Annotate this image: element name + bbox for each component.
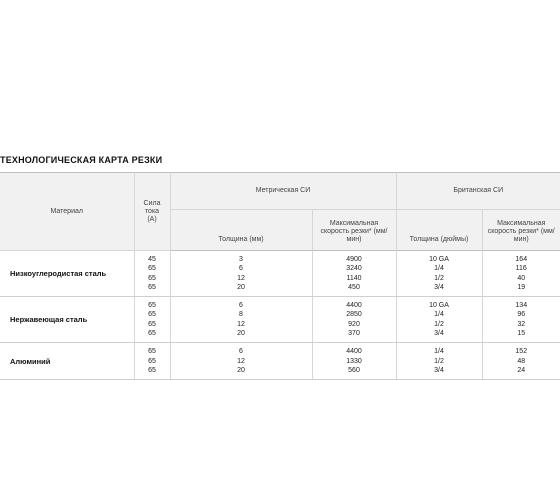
cell-value: 6 [239, 302, 243, 310]
thickness-mm-cell [170, 297, 312, 343]
table-row [0, 297, 560, 343]
current-cell [134, 297, 170, 343]
cell-value: 10 GA [429, 256, 449, 263]
header-current-line: Сила [143, 199, 161, 207]
cell-value: 4900 [346, 256, 362, 263]
cell-value: 4400 [346, 348, 362, 356]
cell-value: 65 [148, 302, 156, 310]
cell-value: 370 [348, 330, 360, 338]
cell-value: 164 [515, 256, 528, 263]
cell-value: 12 [237, 320, 245, 328]
thickness-mm-cell [170, 343, 312, 380]
header-speed-imperial-line: мин) [513, 236, 529, 243]
cell-value: 65 [148, 320, 156, 328]
header-speed-metric-line: мин) [346, 236, 362, 243]
cell-value: 19 [517, 283, 526, 291]
cell-value: 450 [348, 283, 360, 291]
table-row [0, 343, 560, 380]
cell-value: 3 [239, 256, 243, 263]
cell-value: 1/2 [434, 274, 444, 282]
cell-value: 1330 [346, 357, 362, 365]
thickness-in-cell [396, 297, 482, 343]
cell-value: 560 [348, 366, 360, 374]
header-current-line: (А) [147, 215, 157, 223]
material-cell: Низкоуглеродистая сталь [0, 251, 134, 297]
table-row [0, 251, 560, 297]
header-speed-imperial-line: скорость резки* (мм/ [487, 228, 555, 235]
header-speed-metric [312, 210, 396, 251]
header-speed-metric-line: Максимальная [329, 220, 379, 227]
cell-value: 20 [237, 366, 245, 374]
cell-value: 65 [148, 366, 156, 374]
header-material: Материал [0, 173, 134, 251]
cell-value: 65 [148, 330, 156, 338]
cell-value: 1140 [346, 274, 362, 282]
thickness-mm-cell [170, 251, 312, 297]
cell-value: 40 [517, 274, 526, 282]
cell-value: 12 [237, 274, 245, 282]
cutting-chart-table [0, 172, 560, 380]
cell-value: 116 [515, 265, 527, 273]
speed-imperial-cell [482, 297, 560, 343]
speed-imperial-cell [482, 343, 560, 380]
material-cell: Нержавеющая сталь [0, 297, 134, 343]
cell-value: 48 [517, 357, 526, 365]
header-current [134, 173, 170, 251]
speed-imperial-cell [482, 251, 560, 297]
cell-value: 152 [515, 348, 528, 356]
cell-value: 1/2 [434, 320, 444, 328]
cell-value: 65 [148, 265, 156, 273]
cell-value: 3/4 [434, 330, 444, 338]
cell-value: 32 [517, 320, 526, 328]
header-thickness-mm: Толщина (мм) [170, 210, 312, 251]
speed-metric-cell [312, 297, 396, 343]
speed-metric-cell [312, 251, 396, 297]
cell-value: 3/4 [434, 283, 444, 291]
header-speed-imperial-line: Максимальная [497, 220, 546, 227]
cell-value: 3/4 [434, 366, 444, 374]
header-metric: Метрическая СИ [170, 173, 396, 210]
cell-value: 20 [237, 283, 245, 291]
cell-value: 8 [239, 311, 243, 319]
material-cell: Алюминий [0, 343, 134, 380]
cell-value: 45 [148, 256, 156, 263]
cell-value: 6 [239, 348, 243, 356]
page-title: ТЕХНОЛОГИЧЕСКАЯ КАРТА РЕЗКИ [0, 155, 163, 165]
thickness-in-cell [396, 343, 482, 380]
cell-value: 20 [237, 330, 245, 338]
cell-value: 6 [239, 265, 243, 273]
cell-value: 134 [515, 302, 528, 310]
cutting-chart-table-wrapper [0, 172, 560, 380]
cell-value: 65 [148, 274, 156, 282]
header-speed-metric-line: скорость резки* (мм/ [320, 228, 388, 235]
header-speed-imperial [482, 210, 560, 251]
current-cell [134, 251, 170, 297]
cell-value: 1/4 [434, 348, 444, 356]
speed-metric-cell [312, 343, 396, 380]
thickness-in-cell [396, 251, 482, 297]
cell-value: 15 [517, 330, 526, 338]
header-current-line: тока [144, 207, 160, 215]
cell-value: 4400 [346, 302, 362, 310]
cell-value: 2850 [346, 311, 362, 319]
cell-value: 12 [237, 357, 245, 365]
cell-value: 65 [148, 348, 156, 356]
cell-value: 920 [348, 320, 360, 328]
header-thickness-in: Толщина (дюймы) [396, 210, 482, 251]
cell-value: 65 [148, 283, 156, 291]
cell-value: 1/4 [434, 265, 444, 273]
cell-value: 1/4 [434, 311, 444, 319]
header-imperial: Британская СИ [396, 173, 560, 210]
cell-value: 24 [517, 366, 526, 374]
cell-value: 1/2 [434, 357, 444, 365]
current-cell [134, 343, 170, 380]
cell-value: 3240 [346, 265, 362, 273]
cell-value: 65 [148, 311, 156, 319]
cell-value: 65 [148, 357, 156, 365]
cell-value: 96 [517, 311, 526, 319]
cell-value: 10 GA [429, 302, 449, 310]
